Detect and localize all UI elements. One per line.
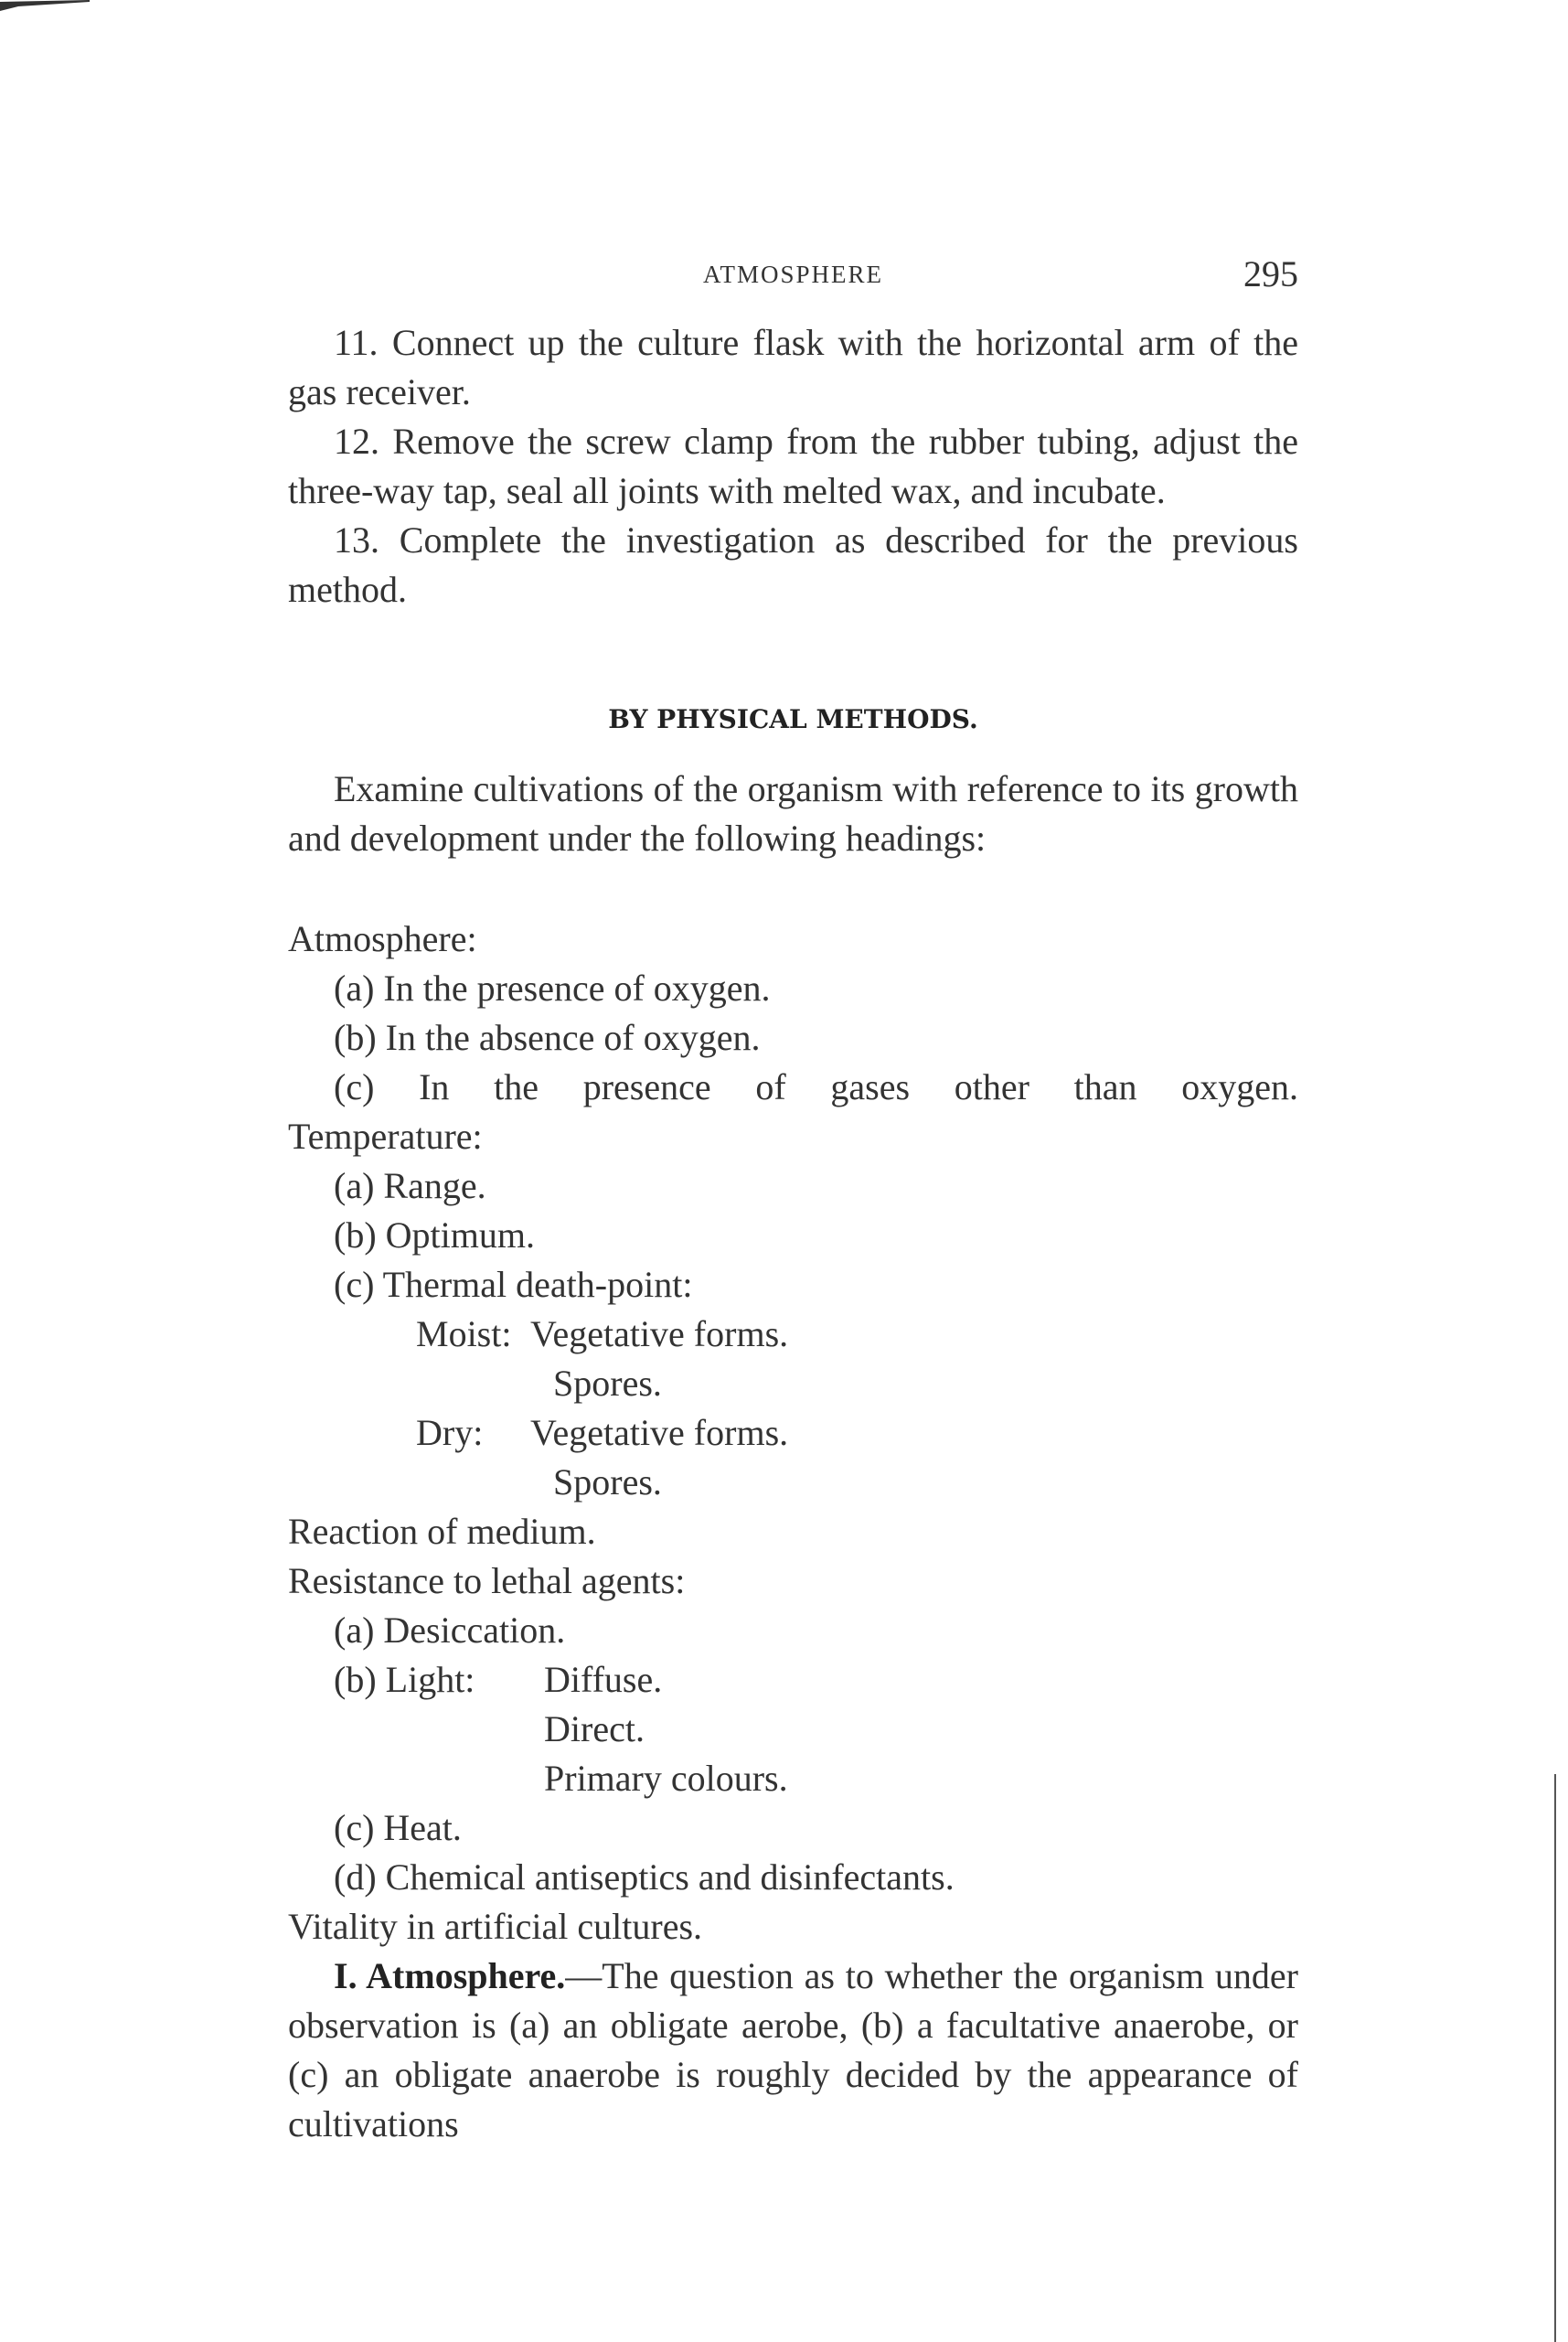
step-number: 12. [334,421,379,462]
outline-temperature-title: Temperature: [288,1116,483,1157]
step-12 [288,417,1298,516]
outline-temperature-c: (c) Thermal death-point: [334,1264,693,1305]
steps-list [288,318,1298,615]
outline-resistance-b-diffuse: Diffuse. [544,1659,663,1700]
intro-paragraph [288,765,1298,863]
outline-dry-label: Dry: [416,1412,484,1453]
outline-resistance-c: (c) Heat. [334,1807,462,1848]
scan-corner-mark [0,0,91,13]
closing-lead: I. Atmosphere. [334,1955,566,1996]
page-number: 295 [1243,253,1298,294]
page-header [288,247,1298,302]
outline-atmosphere-title: Atmosphere: [288,918,477,959]
intro-text: Examine cultivations of the organism with reference to its growth and development under the following headings: [288,768,1298,859]
step-number: 11. [334,322,379,363]
section-heading: BY PHYSICAL METHODS. [608,704,978,734]
step-number: 13. [334,519,379,561]
scan-edge-line [1554,1774,1556,2342]
outline-atmosphere-c: (c) In the presence of gases other than oxygen. [334,1066,1298,1107]
outline-resistance-b-primary: Primary colours. [544,1758,788,1799]
step-11 [288,318,1298,417]
step-text: Remove the screw clamp from the rubber tubing, adjust the three-way tap, seal all joints with melted wax, and incubate. [288,421,1299,511]
outline-moist-spores: Spores. [553,1363,662,1404]
outline-resistance-title: Resistance to lethal agents: [288,1560,686,1601]
outline-moist-label: Moist: [416,1313,512,1354]
outline-dry-spores: Spores. [553,1461,662,1503]
outline-resistance-b-label: (b) Light: [334,1659,475,1700]
step-text: Connect up the culture flask with the horizontal arm of the gas receiver. [288,322,1299,412]
outline-reaction: Reaction of medium. [288,1511,596,1552]
outline-temperature-a: (a) Range. [334,1165,486,1206]
outline-dry-vegetative: Vegetative forms. [530,1412,789,1453]
step-13 [288,516,1298,615]
outline-resistance-d: (d) Chemical antiseptics and disinfectants. [334,1856,955,1898]
outline-temperature-b: (b) Optimum. [334,1214,535,1256]
outline-resistance-a: (a) Desiccation. [334,1609,566,1651]
outline-resistance-b-direct: Direct. [544,1708,645,1749]
closing-paragraph [288,1952,1298,2149]
outline-atmosphere-a: (a) In the presence of oxygen. [334,968,771,1009]
closing-body: —The question as to whether the organism under observation is (a) an obligate aerobe, (b) a facultative anaerobe, or (c) an obligate anaerobe is roughly decided by the appearance of cultivations [288,1955,1298,2144]
running-head: ATMOSPHERE [702,261,884,288]
outline-moist-vegetative: Vegetative forms. [530,1313,789,1354]
outline-vitality: Vitality in artificial cultures. [288,1906,703,1947]
closing-text [288,1952,1298,2149]
outline-atmosphere-b: (b) In the absence of oxygen. [334,1017,761,1058]
step-text: Complete the investigation as described for the previous method. [288,519,1298,610]
